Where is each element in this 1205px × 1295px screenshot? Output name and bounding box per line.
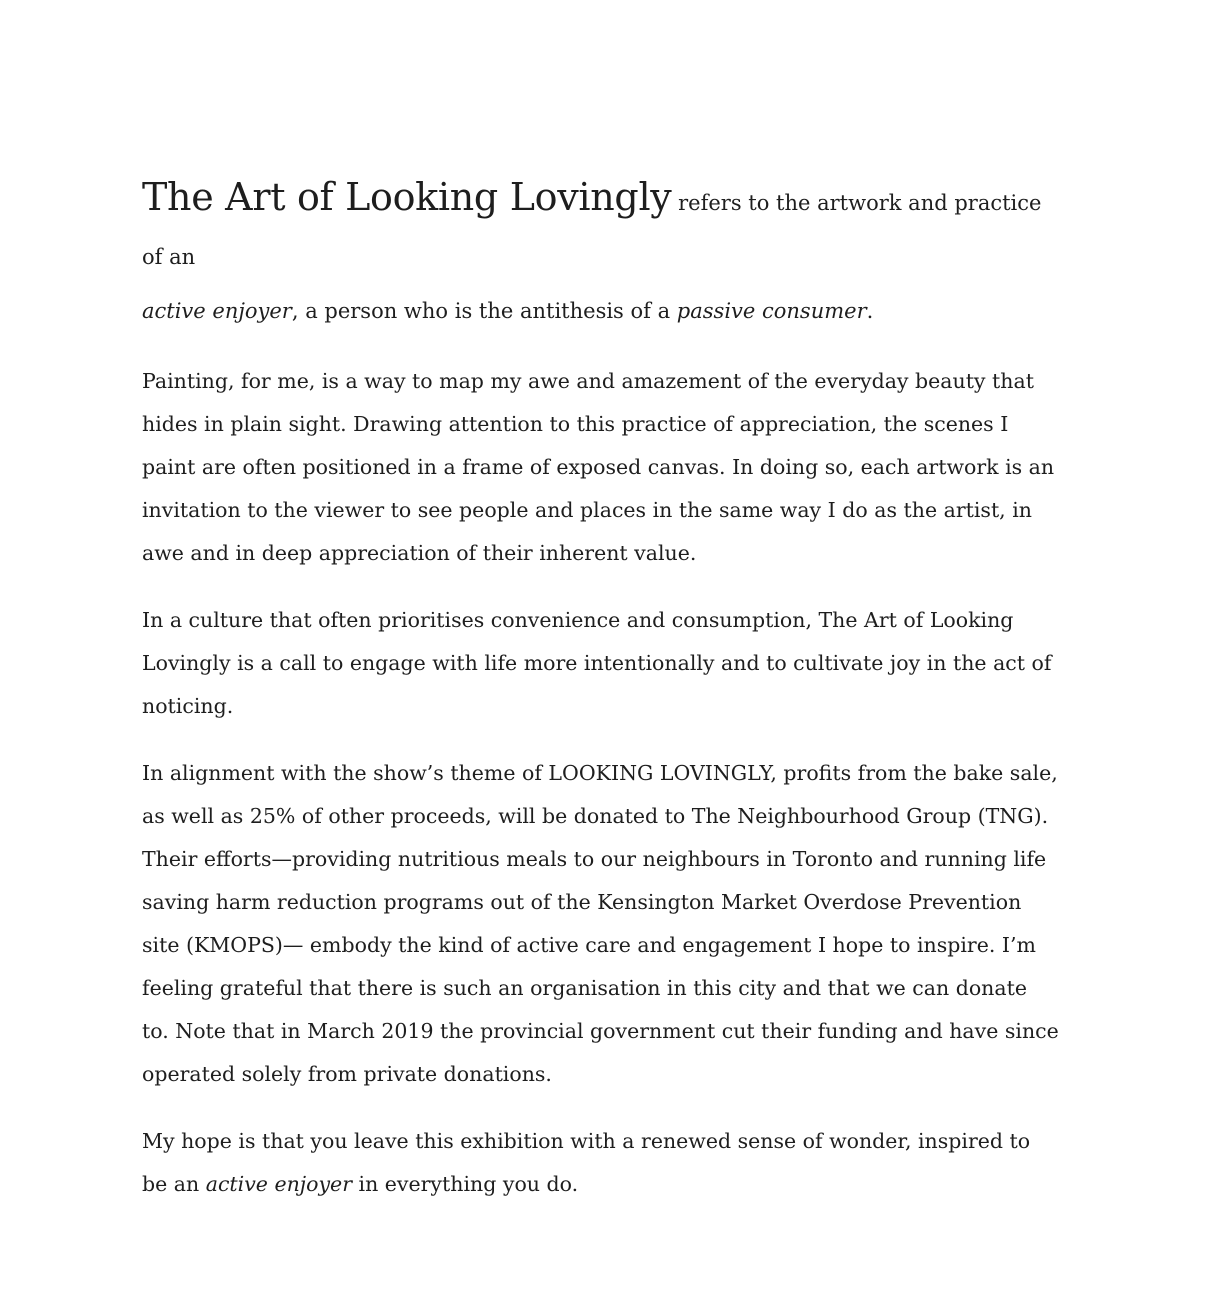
hope-text-end: in everything you do.: [352, 1172, 579, 1196]
paragraph-donation: In alignment with the show’s theme of LOOKING LOVINGLY, profits from the bake sale, as well as 25% of other proceeds, will be donated to The Neighbourhood Group (TNG). Their efforts—providing nutritious meals to our neighbours in Toronto and running life saving harm reduction programs out of the Kensington Market Overdose Prevention site (KMOPS)— embody the kind of active care and engagement I hope to inspire. I’m feeling grateful that there is such an organisation in this city and that we can donate to. Note that in March 2019 the provincial government cut their funding and have since operated solely from private donations.: [142, 761, 1059, 1086]
intro-text-mid: , a person who is the antithesis of a: [291, 299, 677, 323]
statement-title: The Art of Looking Lovingly: [142, 175, 672, 219]
intro-emphasis-passive-consumer: passive consumer: [676, 299, 867, 323]
paragraph-hope: [142, 1120, 1060, 1206]
intro-paragraph: [142, 170, 1060, 338]
intro-text-end: .: [866, 299, 874, 323]
artist-statement: [142, 170, 1060, 1230]
paragraph-painting: Painting, for me, is a way to map my awe and amazement of the everyday beauty that hides in plain sight. Drawing attention to this practice of appreciation, the scenes I paint are often positioned in a frame of exposed canvas. In doing so, each artwork is an invitation to the viewer to see people and places in the same way I do as the artist, in awe and in deep appreciation of their inherent value.: [142, 369, 1055, 565]
hope-text-start: My hope is that you leave this exhibition with a renewed sense of wonder, inspired to be an: [142, 1129, 1031, 1196]
paragraph-culture: In a culture that often prioritises convenience and consumption, The Art of Looking Lovingly is a call to engage with life more intentionally and to cultivate joy in the act of noticing.: [142, 608, 1052, 718]
intro-emphasis-active-enjoyer: active enjoyer: [142, 299, 292, 323]
hope-emphasis-active-enjoyer: active enjoyer: [205, 1172, 352, 1196]
intro-text: refers to the artwork and practice of an: [142, 191, 1042, 269]
